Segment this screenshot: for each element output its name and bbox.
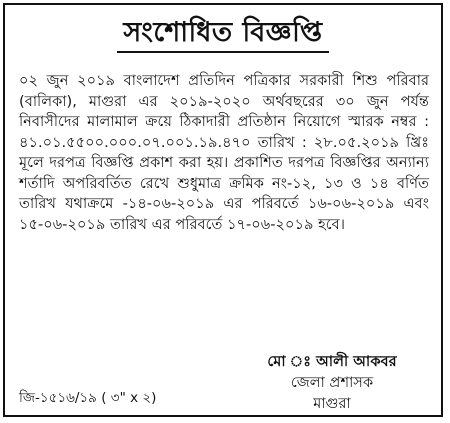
title-wrapper [5,17,441,53]
body-paragraph: ০২ জুন ২০১৯ বাংলাদেশ প্রতিদিন পত্রিকার সরকারী শিশু পরিবার (বালিকা), মাগুরা এর ২০১৯-২০২০ অর্থবছরের ৩০ জুন পর্যন্ত নিবাসীদের মালামাল ক্রয়ে ঠিকাদারী প্রতিষ্ঠান নিয়োগে স্মারক নম্বর : ৪১.০১.৫৫০০.০০০.০৭.০০১.১৯.৪৭০ তারিখ : ২৮.০৫.২০১৯ খ্রিঃ মূলে দরপত্র বিজ্ঞপ্তি প্রকাশ করা হয়। প্রকাশিত দরপত্র বিজ্ঞপ্তির অন্যান্য শর্তাদি অপরিবর্তিত রেখে শুধুমাত্র ক্রমিক নং-১২, ১৩ ও ১৪ বর্ণিত তারিখ যথাক্রমে -১৪-০৬-২০১৯ এর পরিবর্তে ১৬-০৬-২০১৯ এবং ১৫-০৬-২০১৯ তারিখ এর পরিবর্তে ১৭-০৬-২০১৯ হবে। [19,72,429,233]
signatory-name: মো ঃ আলী আকবর [267,353,397,370]
notice-body [19,71,429,235]
signature-block [237,351,427,414]
notice-title: সংশোধিত বিজ্ঞপ্তি [117,17,328,53]
signatory-location: মাগুরা [313,395,351,412]
reference-code: জি-১৫১৬/১৯ ( ৩" x ২) [19,390,157,406]
notice-box [3,3,443,417]
signatory-designation: জেলা প্রশাসক [290,374,374,391]
